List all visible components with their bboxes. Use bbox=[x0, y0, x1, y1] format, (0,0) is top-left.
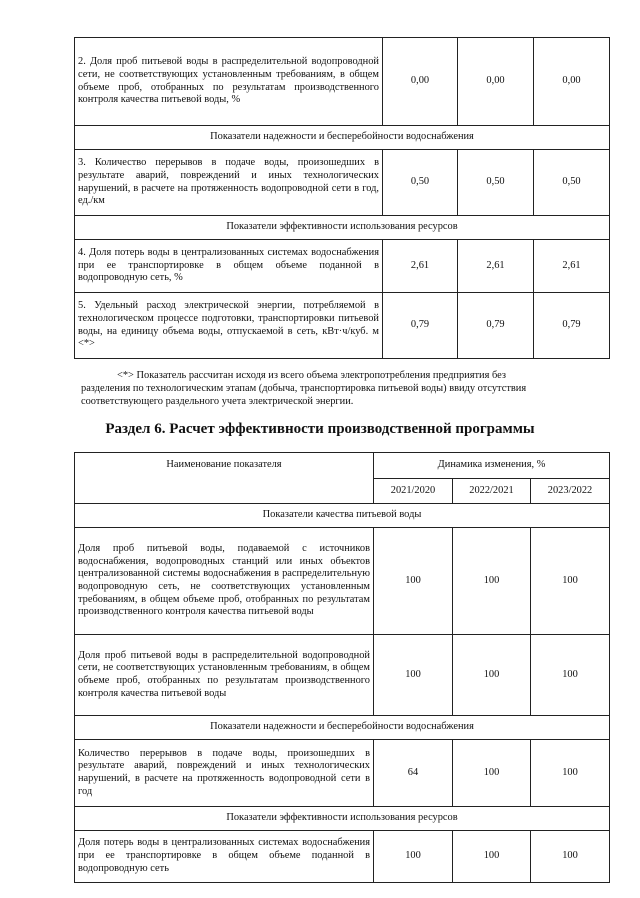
column-header-name: Наименование показателя bbox=[75, 453, 374, 504]
indicator-value: 0,00 bbox=[458, 38, 534, 126]
table-row bbox=[75, 293, 610, 359]
efficiency-table bbox=[74, 452, 610, 883]
indicator-value: 2,61 bbox=[383, 240, 458, 293]
footnote-line: соответствующего раздельного учета электрической энергии. bbox=[81, 396, 354, 408]
table-row bbox=[75, 150, 610, 216]
indicator-value: 0,79 bbox=[383, 293, 458, 359]
indicator-name: Доля проб питьевой воды в распределительной водопроводной сети, не соответствующих установленным требованиям, в общем объеме проб, отобранных по результатам производственного контроля качества питьевой воды bbox=[75, 635, 374, 716]
indicators-table-top bbox=[74, 37, 610, 359]
indicator-value: 0,00 bbox=[534, 38, 610, 126]
section-heading: Показатели эффективности использования ресурсов bbox=[75, 216, 610, 240]
indicator-value: 0,50 bbox=[534, 150, 610, 216]
table-row bbox=[75, 240, 610, 293]
section-heading: Показатели качества питьевой воды bbox=[75, 504, 610, 528]
indicator-value: 2,61 bbox=[458, 240, 534, 293]
table-row bbox=[75, 528, 610, 635]
section-row bbox=[75, 126, 610, 150]
indicator-name: Доля потерь воды в централизованных системах водоснабжения при ее транспортировке в общем объеме поданной в водопроводную сеть bbox=[75, 831, 374, 883]
column-header-dynamics: Динамика изменения, % bbox=[374, 453, 610, 479]
indicator-name: Количество перерывов в подаче воды, произошедших в результате аварий, повреждений и иных технологических нарушений, в расчете на протяженность водопроводной сети в год bbox=[75, 740, 374, 807]
table-row bbox=[75, 38, 610, 126]
indicator-value: 0,00 bbox=[383, 38, 458, 126]
header-row bbox=[75, 453, 610, 479]
section-row bbox=[75, 504, 610, 528]
indicator-value: 100 bbox=[453, 831, 531, 883]
section-row bbox=[75, 216, 610, 240]
footnote-line: <*> Показатель рассчитан исходя из всего объема электропотребления предприятия без bbox=[117, 370, 506, 381]
indicator-value: 100 bbox=[374, 635, 453, 716]
indicator-value: 0,79 bbox=[458, 293, 534, 359]
indicator-value: 2,61 bbox=[534, 240, 610, 293]
indicator-value: 100 bbox=[531, 635, 610, 716]
table-row bbox=[75, 831, 610, 883]
indicator-value: 0,50 bbox=[383, 150, 458, 216]
indicator-value: 100 bbox=[453, 635, 531, 716]
section-title: Раздел 6. Расчет эффективности производственной программы bbox=[105, 421, 535, 437]
indicator-value: 0,79 bbox=[534, 293, 610, 359]
table-row bbox=[75, 740, 610, 807]
indicator-name: 3. Количество перерывов в подаче воды, произошедших в результате аварий, повреждений и иных технологических нарушений, в расчете на протяженность водопроводной сети в год, ед./км bbox=[75, 150, 383, 216]
footnote-line: разделения по технологическим этапам (добыча, транспортировка питьевой воды) ввиду отсутствия bbox=[81, 383, 527, 395]
table-row bbox=[75, 635, 610, 716]
section-row bbox=[75, 716, 610, 740]
indicator-value: 100 bbox=[374, 528, 453, 635]
section-heading: Показатели надежности и бесперебойности водоснабжения bbox=[75, 126, 610, 150]
indicator-value: 100 bbox=[531, 528, 610, 635]
indicator-value: 100 bbox=[453, 740, 531, 807]
footnote bbox=[81, 369, 601, 408]
column-header-year: 2023/2022 bbox=[531, 479, 610, 504]
indicator-value: 0,50 bbox=[458, 150, 534, 216]
indicator-value: 100 bbox=[531, 740, 610, 807]
indicator-name: 2. Доля проб питьевой воды в распределительной водопроводной сети, не соответствующих установленным требованиям, в общем объеме проб, отобранных по результатам производственного контроля качества питьевой воды, % bbox=[75, 38, 383, 126]
indicator-value: 100 bbox=[374, 831, 453, 883]
indicator-name: Доля проб питьевой воды, подаваемой с источников водоснабжения, водопроводных станций или иных объектов централизованной системы водоснабжения в распределительную водопроводную сеть, не соответствующих установленным требованиям, в общем объеме проб, отобранных по результатам производственного контроля качества питьевой воды bbox=[75, 528, 374, 635]
indicator-name: 5. Удельный расход электрической энергии, потребляемой в технологическом процессе подготовки, транспортировки питьевой воды, на единицу объема воды, отпускаемой в сеть, кВт·ч/куб. м <*> bbox=[75, 293, 383, 359]
indicator-value: 64 bbox=[374, 740, 453, 807]
column-header-year: 2021/2020 bbox=[374, 479, 453, 504]
indicator-name: 4. Доля потерь воды в централизованных системах водоснабжения при ее транспортировке в общем объеме поданной в водопроводную сеть, % bbox=[75, 240, 383, 293]
column-header-year: 2022/2021 bbox=[453, 479, 531, 504]
section-heading: Показатели надежности и бесперебойности водоснабжения bbox=[75, 716, 610, 740]
section-row bbox=[75, 807, 610, 831]
section-heading: Показатели эффективности использования ресурсов bbox=[75, 807, 610, 831]
indicator-value: 100 bbox=[531, 831, 610, 883]
indicator-value: 100 bbox=[453, 528, 531, 635]
